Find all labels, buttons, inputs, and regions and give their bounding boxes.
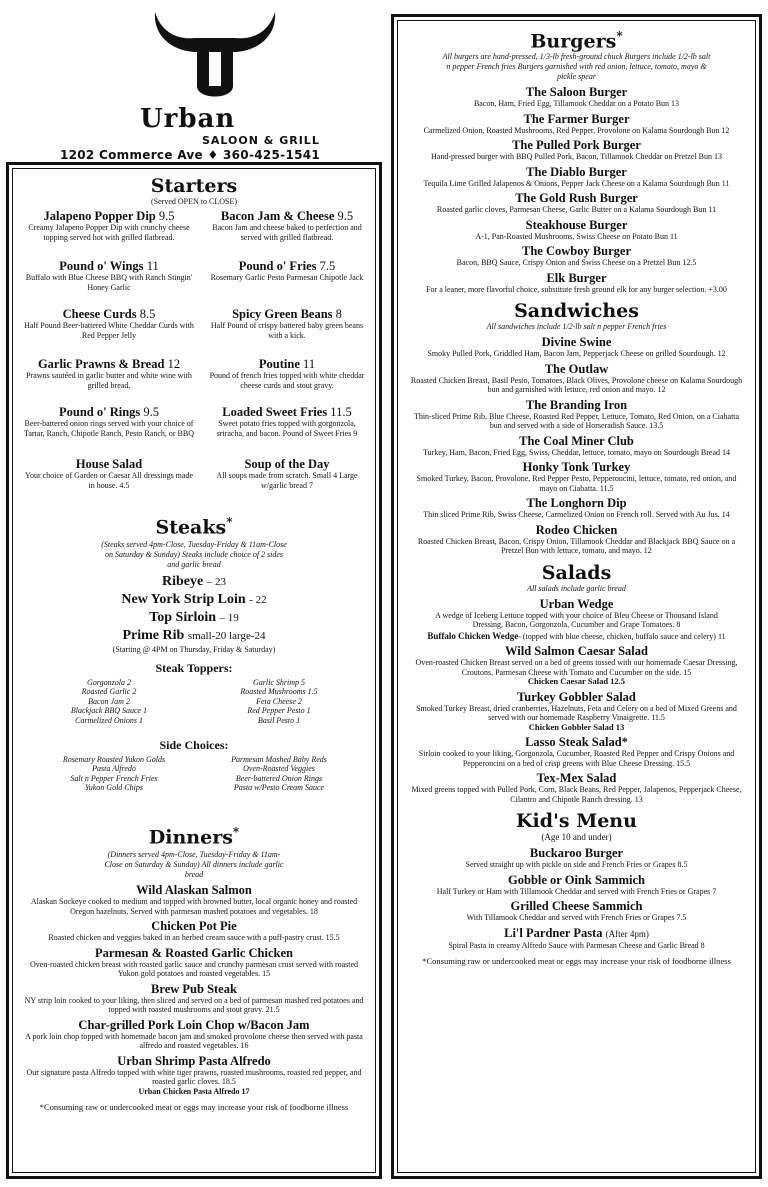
toppers-list: [9, 678, 379, 736]
steak-list: [9, 573, 379, 655]
kids-name: [402, 926, 751, 941]
dinner-desc: Oven-roasted chicken breast with roasted garlic sauce and crunchy parmesan crust served with roasted Yukon gold potatoes and roasted vegetables. 15: [29, 959, 359, 979]
sandwich-name: Divine Swine: [541, 335, 612, 350]
list-entry: Rosemary Roasted Yukon Golds: [62, 754, 166, 764]
dinner-desc: NY strip loin cooked to your liking, then sliced and served on a bed of parmesan mashed red potatoes and topped with roasted mushrooms and stout gravy. 21.5: [24, 995, 364, 1015]
dinners-section: [9, 821, 379, 1112]
kids-desc: With Tillamook Cheddar and served with French Fries or Grapes 7.5: [466, 913, 687, 923]
burger-name: Steakhouse Burger: [525, 217, 628, 232]
steak-ny-strip: New York Strip Loin - 22: [121, 592, 267, 608]
list-entry: Oven-Roasted Veggies: [243, 764, 315, 774]
dinner-desc: Alaskan Sockeye cooked to medium and topped with browned butter, local organic honey and roasted Oregon hazelnuts. Served with parmesan mashed potatoes and vegetables. 18: [30, 897, 358, 916]
burger-item: [402, 218, 751, 242]
list-entry: Feta Cheese 2: [256, 696, 302, 706]
sandwich-item: [402, 362, 751, 395]
burger-desc: Hand-pressed burger with BBQ Pulled Pork, Bacon, Tillamook Cheddar on Pretzel Bun 13: [431, 152, 722, 162]
steak-ribeye: Ribeye – 23: [162, 574, 226, 590]
sandwich-item: [402, 335, 751, 359]
burger-item: [402, 165, 751, 189]
burger-item: [402, 271, 751, 295]
starters-section: [9, 175, 379, 207]
starter-name-text: Loaded Sweet Fries: [222, 405, 328, 419]
list-entry: Roasted Mushrooms 1.5: [240, 687, 318, 697]
starter-desc: Sweet potato fries topped with gorgonzola, sriracha, and bacon. Pound of Sweet Fries 9: [216, 419, 358, 438]
dinner-name: Wild Alaskan Salmon: [136, 883, 252, 898]
list-entry: Pasta w/Pesto Cream Sauce: [233, 783, 325, 793]
list-entry: Gorgonzola 2: [87, 677, 131, 687]
dinner-item: [15, 919, 373, 943]
starter-name-text: Cheese Curds: [62, 307, 137, 321]
address-phone: 1202 Commerce Ave ♦ 360-425-1541: [59, 148, 321, 162]
salad-desc: Sirloin cooked to your liking, Gorgonzola, Cucumber, Roasted Red Pepper and Crispy Onions and Pepperoncini on a bed of crisp greens with Blue Cheese Dressing. 15.5: [418, 749, 735, 768]
starter-name-text: Garlic Prawns & Bread: [37, 357, 165, 371]
burger-desc: Tequila Lime Grilled Jalapenos & Onions, Pepper Jack Cheese on a Kalama Sourdough Bun 11: [423, 178, 730, 188]
steak-prime-rib: Prime Rib small-20 large-24: [122, 628, 266, 644]
kids-item: [402, 926, 751, 951]
starter-item: [207, 259, 367, 283]
kids-title: Kid's Menu: [516, 810, 637, 833]
list-entry: Blackjack BBQ Sauce 1: [70, 706, 148, 716]
logo-name: Urban: [140, 104, 236, 134]
burger-desc: Carmelized Onion, Roasted Mushrooms, Red Pepper, Provolone on Kalama Sourdough Bun 12: [423, 125, 730, 135]
steaks-star: *: [226, 515, 233, 529]
sandwich-desc: Turkey, Ham, Bacon, Fried Egg, Swiss, Cheddar, lettuce, tomato, mayo on Sourdough Bread 14: [422, 447, 731, 457]
sandwich-desc: Roasted Chicken Breast, Basil Pesto, Tomatoes, Black Olives, Provolone cheese on Kalama Sourdough bun and garnished with lettuce, red onion and mayo. 12: [410, 375, 743, 395]
sides-title: Side Choices:: [159, 737, 229, 752]
dinner-item: [15, 946, 373, 979]
dinner-name: Brew Pub Steak: [151, 981, 237, 996]
dinners-title: Dinners: [148, 826, 233, 849]
kids-name-text: Li'l Pardner Pasta: [504, 925, 603, 940]
starter-name-text: Jalapeno Popper Dip: [43, 209, 156, 223]
list-entry: Red Pepper Pesto 1: [247, 706, 311, 716]
sandwich-name: The Branding Iron: [525, 397, 628, 412]
sandwich-desc: Thin-sliced Prime Rib, Blue Cheese, Roasted Red Pepper, Lettuce, Tomato, Red Onion, on a Ciahatta bun and served with a side of Horseradish Sauce. 13.5: [413, 411, 740, 431]
starters-title: Starters: [150, 175, 238, 197]
dinner-item: [15, 1018, 373, 1051]
salad-name: Turkey Gobbler Salad: [517, 689, 636, 704]
steaks-section: [9, 511, 379, 797]
sandwich-item: [402, 398, 751, 431]
salads-title: Salads: [541, 561, 612, 584]
sides-left: [39, 755, 189, 793]
starter-name: [207, 307, 367, 321]
left-footer-disclaimer: *Consuming raw or undercooked meat or eggs may increase your risk of foodborne illness: [39, 1102, 349, 1113]
buffalo-wedge-option: Buffalo Chicken Wedge- (topped with blue cheese, chicken, buffalo sauce and celery) 11: [427, 630, 726, 641]
starter-price: 9.5: [143, 405, 160, 419]
sandwiches-title: Sandwiches: [514, 300, 639, 323]
starter-name-text: Bacon Jam & Cheese: [220, 209, 335, 223]
sandwich-item: [402, 523, 751, 556]
burger-item: [402, 191, 751, 215]
left-menu-panel: [6, 162, 382, 1179]
sandwich-desc: Smoked Turkey, Bacon, Provolone, Red Pepper Pesto, Pepperoncini, lettuce, tomato, red onion, and mayo on Ciabatta. 11.5: [416, 474, 737, 493]
salad-option: Chicken Gobbler Salad 13: [528, 721, 625, 732]
list-entry: Pasta Alfredo: [92, 764, 136, 774]
sandwich-name: Honky Tonk Turkey: [522, 460, 631, 475]
sandwich-desc: Thin sliced Prime Rib, Swiss Cheese, Carmelized Onion on French roll. Served with Au Jus. 14: [423, 510, 730, 520]
list-entry: Bacon Jam 2: [88, 696, 130, 706]
burger-name: The Pulled Pork Burger: [512, 138, 641, 153]
salad-desc: Oven-roasted Chicken Breast served on a bed of greens tossed with our homemade Caesar Dressing, Croutons, Parmesan Cheese with Tomato and Cucumber on the side. 15: [415, 658, 738, 677]
starter-item: [23, 457, 195, 490]
starter-item: [23, 307, 195, 340]
starter-name-text: Pound o' Fries: [238, 259, 317, 273]
sandwich-name: Rodeo Chicken: [535, 522, 618, 537]
salad-name: Lasso Steak Salad*: [525, 735, 628, 750]
kids-name: Gobble or Oink Sammich: [508, 872, 645, 887]
chicken-pasta-option: Urban Chicken Pasta Alfredo 17: [138, 1086, 250, 1096]
steak-top-sirloin: Top Sirloin – 19: [149, 610, 239, 626]
starter-price: 9.5: [158, 209, 175, 223]
salad-item: [402, 771, 751, 804]
salad-desc: A wedge of Iceberg Lettuce topped with your choice of Bleu Cheese or Thousand Island Dressing, Bacon, Gorgonzola, Cucumber and Grape Tomatoes. 8: [435, 610, 718, 630]
dinners-star: *: [232, 825, 240, 839]
burger-name: Elk Burger: [546, 270, 607, 285]
starter-name-text: Poutine: [258, 357, 300, 371]
sides-list: [9, 755, 379, 797]
starter-name: [207, 357, 367, 371]
starter-desc: Buffalo with Blue Cheese BBQ with Ranch Stingin' Honey Garlic: [25, 273, 193, 292]
kids-name: Grilled Cheese Sammich: [510, 899, 643, 914]
dinners-note: (Dinners served 4pm-Close, Tuesday-Friday & 11am-Close on Saturday & Sunday) All dinners include garlic bread: [104, 850, 284, 880]
starter-item: [207, 357, 367, 390]
starter-item: [207, 405, 367, 438]
salad-desc: Smoked Turkey Breast, dried cranberries, Hazelnuts, Feta and Celery on a bed of Mixed Greens and served with our homemade Raspberry Vinaigrette. 11.5: [416, 703, 737, 723]
burger-name: The Saloon Burger: [525, 85, 628, 100]
kids-list: [402, 846, 751, 950]
dinner-list: [9, 883, 379, 1087]
sides-right: [204, 755, 354, 793]
right-footer-disclaimer: *Consuming raw or undercooked meat or eggs may increase your risk of foodborne illness: [422, 956, 731, 967]
sandwich-item: [402, 434, 751, 458]
sandwich-item: [402, 496, 751, 520]
salad-option: Chicken Caesar Salad 12.5: [527, 676, 626, 687]
salad-item: [402, 735, 751, 768]
starter-name: [23, 457, 195, 471]
starter-desc: Bacon Jam and cheese baked to perfection and served with grilled flatbread.: [212, 223, 362, 242]
starter-name: [207, 259, 367, 273]
starter-desc: Beer-battered onion rings served with your choice of Tartar, Ranch, Chipotle Ranch, Pesto Ranch, or BBQ: [24, 419, 194, 438]
starter-price: 11: [303, 357, 316, 371]
prime-rib-note: (Starting @ 4PM on Thursday, Friday & Saturday): [112, 645, 276, 655]
toppers-left: [39, 678, 179, 726]
starter-price: 9.5: [337, 209, 354, 223]
sandwich-desc: Smoky Pulled Pork, Griddled Ham, Bacon Jam, Pepperjack Cheese on grilled Sourdough. 12: [427, 349, 726, 359]
sandwich-desc: Roasted Chicken Breast, Bacon, Crispy Onion, Tillamook Cheddar and Blackjack BBQ Sauce on a Pretzel Bun with lettuce, tomato, and mayo. 12: [417, 536, 736, 556]
starter-name-text: House Salad: [75, 457, 143, 471]
sandwich-name: The Outlaw: [544, 361, 609, 376]
sandwich-item: [402, 460, 751, 493]
starter-name-text: Spicy Green Beans: [232, 307, 333, 321]
starter-name: [23, 357, 195, 371]
burger-name: The Gold Rush Burger: [515, 191, 638, 206]
sandwiches-note: All sandwiches include 1/2-lb salt n pepper French fries: [486, 322, 667, 332]
dinner-desc: Roasted chicken and veggies baked in an herbed cream sauce with a puff-pastry crust. 15.5: [48, 933, 340, 943]
dinner-name: Char-grilled Pork Loin Chop w/Bacon Jam: [78, 1017, 310, 1032]
starter-desc: Prawns sautéed in garlic butter and white wine with grilled bread.: [26, 371, 192, 390]
burger-desc: Bacon, Ham, Fried Egg, Tillamook Cheddar on a Potato Bun 13: [473, 99, 680, 109]
dinner-desc: Our signature pasta Alfredo topped with white tiger prawns, roasted mushrooms, roasted red pepper, and roasted garlic cloves. 18.5: [26, 1067, 362, 1087]
starter-name: [207, 405, 367, 419]
starter-item: [207, 307, 367, 340]
burger-list: [402, 85, 751, 294]
burgers-note: All burgers are hand-pressed, 1/3-lb fresh-ground chuck Burgers include 1/2-lb salt n pepper French fries Burgers garnished with red onion, lettuce, tomato, mayo & pickle spear: [442, 52, 711, 82]
burger-desc: Roasted garlic cloves, Parmesan Cheese, Garlic Butter on a Kalama Sourdough Bun 11: [436, 205, 717, 215]
right-column: [394, 25, 759, 966]
list-entry: Yukon Gold Chips: [85, 783, 143, 793]
list-entry: Roasted Garlic 2: [81, 687, 137, 697]
dinner-desc: A pork loin chop topped with homemade bacon jam and smoked provolone cheese then served with pasta alfredo and roasted vegetables. 16: [25, 1031, 363, 1051]
list-entry: Garlic Shrimp 5: [253, 677, 305, 687]
burger-name: The Cowboy Burger: [521, 244, 632, 259]
starter-name: [23, 307, 195, 321]
list-entry: Carmelized Onions 1: [75, 715, 143, 725]
starter-item: [23, 209, 195, 242]
starter-desc: Pound of french fries topped with white cheddar cheese curds and stout gravy.: [209, 371, 365, 390]
salad-desc: Mixed greens topped with Pulled Pork, Corn, Black Beans, Red Pepper, Jalapenos, Pepperjack Cheese, Cilantro and Chipotle Ranch dressing. 13: [411, 785, 742, 804]
burger-item: [402, 112, 751, 136]
salads-note: All salads include garlic bread: [527, 583, 626, 593]
list-entry: Parmesan Mashed Baby Reds: [231, 754, 327, 764]
sandwich-name: The Longhorn Dip: [526, 496, 627, 511]
logo-subtitle: SALOON & GRILL: [202, 134, 320, 147]
dinner-name: Parmesan & Roasted Garlic Chicken: [95, 945, 293, 960]
list-entry: Basil Pesto 1: [257, 715, 301, 725]
burger-desc: Bacon, BBQ Sauce, Crispy Onion and Swiss Cheese on a Pretzel Bun 12.5: [456, 258, 697, 268]
starter-price: 8.5: [139, 307, 156, 321]
starter-price: 11: [146, 259, 159, 273]
dinner-item: [15, 982, 373, 1015]
starter-name-text: Pound o' Wings: [59, 259, 144, 273]
starter-desc: Rosemary Garlic Pesto Parmesan Chipotle Jack: [210, 273, 364, 282]
starter-item: [23, 259, 195, 292]
starter-desc: Creamy Jalapeno Popper Dip with crunchy cheese topping served hot with grilled flatbread.: [28, 223, 190, 242]
dinner-name: Urban Shrimp Pasta Alfredo: [117, 1053, 271, 1068]
dinner-item: [15, 883, 373, 916]
list-entry: Beer-battered Onion Rings: [235, 773, 323, 783]
starter-item: [23, 357, 195, 390]
starter-name: [207, 457, 367, 471]
starter-item: [207, 457, 367, 490]
kids-desc: Half Turkey or Ham with Tillamook Cheddar and served with French Fries or Grapes 7: [436, 886, 717, 896]
kids-item: [402, 846, 751, 870]
burgers-star: *: [616, 29, 623, 43]
kids-note: (Age 10 and under): [541, 832, 612, 843]
kids-desc: Spiral Pasta in creamy Alfredo Sauce with Parmesan Cheese and Garlic Bread 8: [448, 940, 705, 950]
burger-name: The Farmer Burger: [523, 111, 630, 126]
logo: [60, 8, 370, 148]
starter-name-text: Soup of the Day: [244, 457, 330, 471]
burger-desc: For a leaner, more flavorful choice, substitute fresh ground elk for any burger selection. +3.00: [426, 284, 727, 294]
burgers-title: Burgers: [530, 30, 617, 53]
starter-name: [23, 209, 195, 223]
toppers-title: Steak Toppers:: [155, 660, 233, 675]
starter-price: 11.5: [330, 405, 352, 419]
kids-item: [402, 873, 751, 897]
starter-name: [23, 259, 195, 273]
starter-name: [23, 405, 195, 419]
starters-note: (Served OPEN to CLOSE): [151, 197, 237, 206]
salad-item: [402, 690, 751, 733]
kids-name: Buckaroo Burger: [529, 846, 624, 861]
salad-name: Urban Wedge: [539, 596, 614, 611]
steaks-title: Steaks: [155, 516, 227, 539]
starter-desc: All soups made from scratch. Small 4 Large w/garlic bread 7: [216, 471, 358, 490]
starter-item: [207, 209, 367, 242]
steaks-note: (Steaks served 4pm-Close, Tuesday-Friday & 11am-Close on Saturday & Sunday) Steaks include choice of 2 sides and garlic bread: [101, 540, 287, 570]
sandwich-name: The Coal Miner Club: [519, 433, 634, 448]
burger-item: [402, 138, 751, 162]
dinner-item: [15, 1054, 373, 1087]
burger-item: [402, 85, 751, 109]
kids-desc: Served straight up with pickle on side and French Fries or Grapes 8.5: [465, 860, 688, 870]
burger-name: The Diablo Burger: [526, 164, 627, 179]
salad-name: Wild Salmon Caesar Salad: [505, 644, 648, 659]
bull-horns-icon: [145, 8, 285, 108]
salad-name: Tex-Mex Salad: [536, 771, 617, 786]
toppers-right: [209, 678, 349, 726]
list-entry: Salt n Pepper French Fries: [70, 773, 158, 783]
right-menu-panel: [391, 14, 762, 1179]
sandwich-list: [402, 335, 751, 556]
burger-item: [402, 244, 751, 268]
starter-name-text: Pound o' Rings: [58, 405, 141, 419]
salad-item: [402, 597, 751, 642]
kids-item: [402, 899, 751, 923]
starter-desc: Your choice of Garden or Caesar All dressings made in house. 4.5: [24, 471, 194, 490]
starter-price: 12: [167, 357, 181, 371]
starter-name: [207, 209, 367, 223]
salad-item: [402, 644, 751, 687]
starter-item: [23, 405, 195, 438]
starter-desc: Half Pound Beer-battered White Cheddar Curds with Red Pepper Jelly: [24, 321, 194, 340]
pasta-time-note: (After 4pm): [605, 928, 649, 939]
starter-price: 7.5: [319, 259, 336, 273]
salad-list: [402, 644, 751, 804]
starter-desc: Half Pound of crispy battered baby green beans with a kick.: [210, 321, 364, 340]
dinner-name: Chicken Pot Pie: [151, 919, 237, 934]
starter-price: 8: [335, 307, 342, 321]
burger-desc: A-1, Pan-Roasted Mushrooms, Swiss Cheese on Potato Bun 11: [475, 231, 678, 241]
